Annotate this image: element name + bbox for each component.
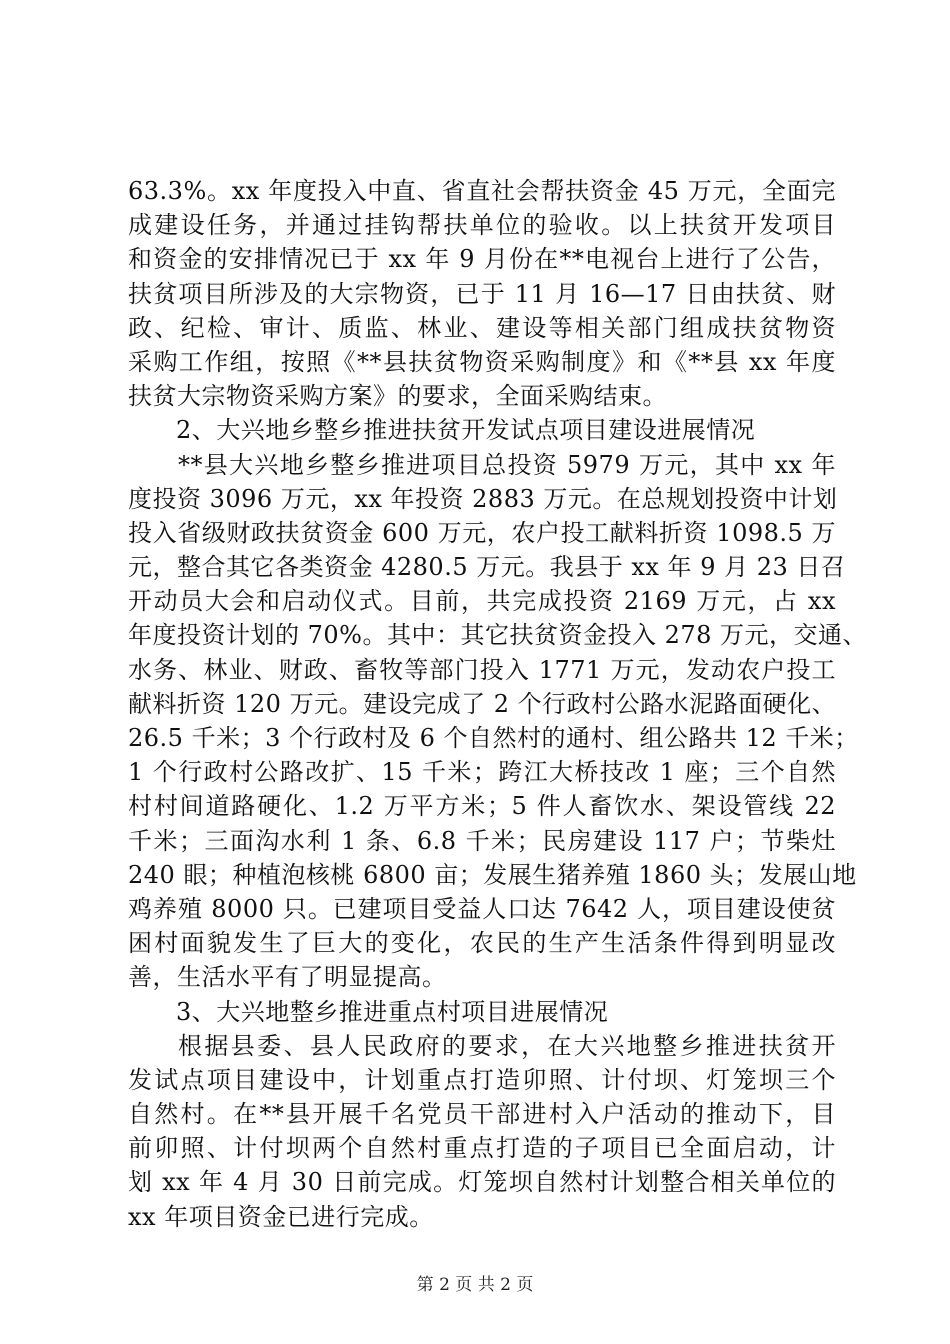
text-line: **县大兴地乡整乡推进项目总投资 5979 万元，其中 xx 年 [178,450,836,479]
text-line: xx 年项目资金已进行完成。 [128,1202,434,1231]
text-line: 扶贫大宗物资采购方案》的要求，全面采购结束。 [128,382,667,411]
text-line: 献料折资 120 万元。建设完成了 2 个行政村公路水泥路面硬化、 [128,689,837,718]
document-body [128,174,868,1234]
text-line: 千米；三面沟水利 1 条、6.8 千米；民房建设 117 户；节柴灶 [128,826,836,855]
text-line: 自然村。在**县开展千名党员干部进村入户活动的推动下，目 [128,1100,836,1129]
text-line: 度投资 3096 万元，xx 年投资 2883 万元。在总规划投资中计划 [128,484,838,513]
text-line: 成建设任务，并通过挂钩帮扶单位的验收。以上扶贫开发项目 [128,211,836,240]
text-line: 困村面貌发生了巨大的变化，农民的生产生活条件得到明显改 [128,929,836,958]
section-heading: 2、大兴地乡整乡推进扶贫开发试点项目建设进展情况 [176,416,756,445]
text-line: 鸡养殖 8000 只。已建项目受益人口达 7642 人，项目建设使贫 [128,894,836,923]
text-line: 划 xx 年 4 月 30 日前完成。灯笼坝自然村计划整合相关单位的 [128,1168,836,1197]
text-line: 水务、林业、财政、畜牧等部门投入 1771 万元，发动农户投工 [128,655,836,684]
text-line: 1 个行政村公路改扩、15 千米；跨江大桥技改 1 座；三个自然 [128,758,836,787]
text-line: 63.3%。xx 年度投入中直、省直社会帮扶资金 45 万元，全面完 [128,177,836,205]
text-line: 政、纪检、审计、质监、林业、建设等相关部门组成扶贫物资 [128,313,836,342]
text-line: 发试点项目建设中，计划重点打造卯照、计付坝、灯笼坝三个 [128,1065,836,1094]
text-line: 年度投资计划的 70%。其中：其它扶贫资金投入 278 万元，交通、 [128,621,868,650]
text-line: 元，整合其它各类资金 4280.5 万元。我县于 xx 年 9 月 23 日召 [128,553,846,582]
text-line: 扶贫项目所涉及的大宗物资，已于 11 月 16—17 日由扶贫、财 [128,279,836,308]
page-footer: 第 2 页 共 2 页 [416,1275,534,1295]
text-line: 采购工作组，按照《**县扶贫物资采购制度》和《**县 xx 年度 [128,347,836,376]
text-line: 根据县委、县人民政府的要求，在大兴地整乡推进扶贫开 [178,1031,836,1060]
text-line: 开动员大会和启动仪式。目前，共完成投资 2169 万元，占 xx [128,587,836,616]
text-line: 240 眼；种植泡核桃 6800 亩；发展生猪养殖 1860 头；发展山地 [128,860,857,889]
text-line: 村村间道路硬化、1.2 万平方米；5 件人畜饮水、架设管线 22 [128,792,836,821]
text-line: 投入省级财政扶贫资金 600 万元，农户投工献料折资 1098.5 万 [128,518,836,547]
text-line: 前卯照、计付坝两个自然村重点打造的子项目已全面启动，计 [128,1134,836,1163]
text-line: 善，生活水平有了明显提高。 [128,963,447,992]
text-line: 26.5 千米；3 个行政村及 6 个自然村的通村、组公路共 12 千米； [128,724,859,752]
text-line: 和资金的安排情况已于 xx 年 9 月份在**电视台上进行了公告， [128,245,836,274]
section-heading: 3、大兴地整乡推进重点村项目进展情况 [176,997,609,1026]
